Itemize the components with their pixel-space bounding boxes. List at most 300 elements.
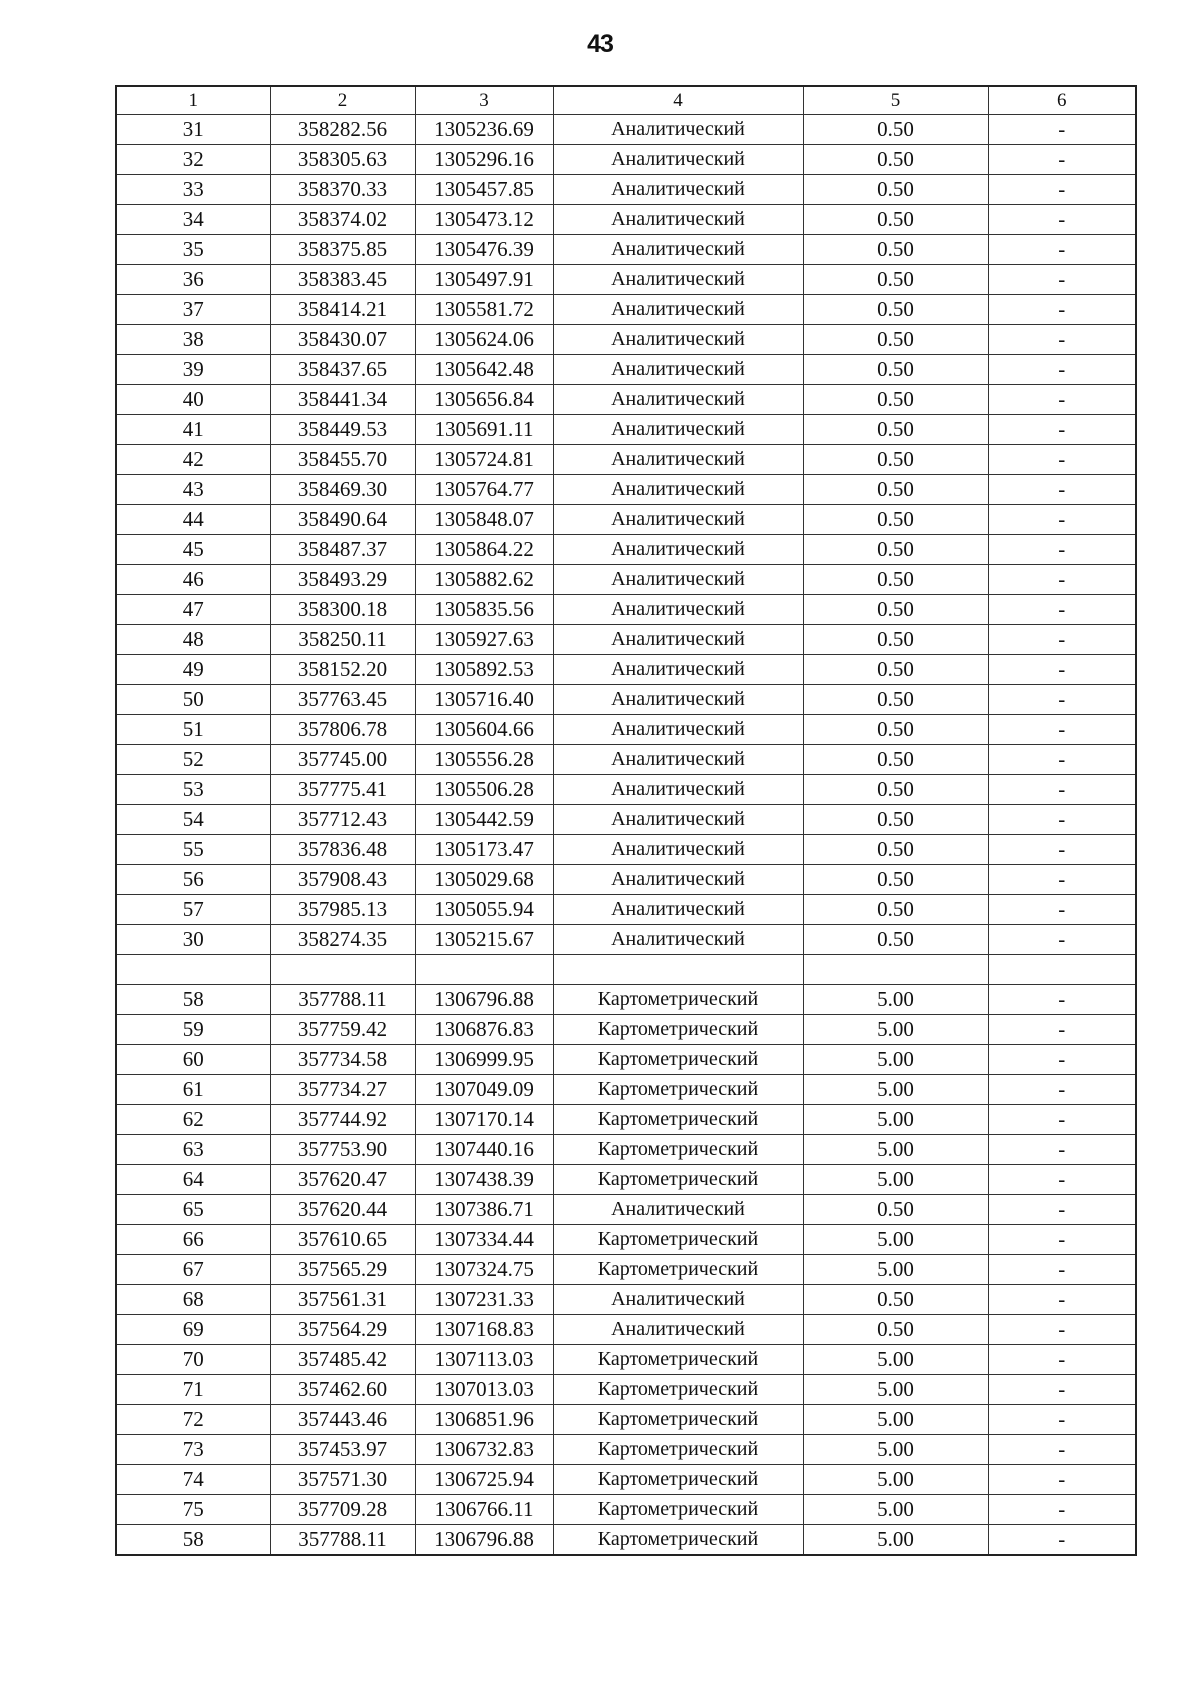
point-number-cell: 46 bbox=[116, 565, 270, 595]
accuracy-cell: 0.50 bbox=[803, 535, 988, 565]
table-row bbox=[116, 265, 1136, 295]
accuracy-cell: 5.00 bbox=[803, 1105, 988, 1135]
note-cell: - bbox=[988, 1195, 1136, 1225]
point-number-cell: 44 bbox=[116, 505, 270, 535]
x-coordinate-cell: 358370.33 bbox=[270, 175, 415, 205]
x-coordinate-cell: 357462.60 bbox=[270, 1375, 415, 1405]
note-cell: - bbox=[988, 895, 1136, 925]
accuracy-cell: 0.50 bbox=[803, 475, 988, 505]
accuracy-cell: 5.00 bbox=[803, 1375, 988, 1405]
table-row bbox=[116, 835, 1136, 865]
x-coordinate-cell: 358490.64 bbox=[270, 505, 415, 535]
table-row bbox=[116, 1165, 1136, 1195]
note-cell: - bbox=[988, 265, 1136, 295]
accuracy-cell: 0.50 bbox=[803, 295, 988, 325]
accuracy-cell: 0.50 bbox=[803, 745, 988, 775]
note-cell: - bbox=[988, 1255, 1136, 1285]
note-cell: - bbox=[988, 625, 1136, 655]
method-cell: Картометрический bbox=[553, 1495, 803, 1525]
accuracy-cell: 0.50 bbox=[803, 805, 988, 835]
note-cell: - bbox=[988, 505, 1136, 535]
point-number-cell: 51 bbox=[116, 715, 270, 745]
point-number-cell: 58 bbox=[116, 985, 270, 1015]
x-coordinate-cell: 357561.31 bbox=[270, 1285, 415, 1315]
table-row bbox=[116, 235, 1136, 265]
note-cell: - bbox=[988, 1075, 1136, 1105]
method-cell: Аналитический bbox=[553, 625, 803, 655]
note-cell: - bbox=[988, 355, 1136, 385]
y-coordinate-cell: 1307440.16 bbox=[415, 1135, 553, 1165]
note-cell: - bbox=[988, 295, 1136, 325]
point-number-cell: 47 bbox=[116, 595, 270, 625]
table-row bbox=[116, 625, 1136, 655]
table-row bbox=[116, 685, 1136, 715]
table-row bbox=[116, 715, 1136, 745]
note-cell: - bbox=[988, 865, 1136, 895]
x-coordinate-cell: 357620.47 bbox=[270, 1165, 415, 1195]
accuracy-cell: 5.00 bbox=[803, 1015, 988, 1045]
table-row bbox=[116, 385, 1136, 415]
point-number-cell: 30 bbox=[116, 925, 270, 955]
accuracy-cell: 0.50 bbox=[803, 865, 988, 895]
method-cell: Аналитический bbox=[553, 385, 803, 415]
accuracy-cell: 0.50 bbox=[803, 595, 988, 625]
table-row bbox=[116, 505, 1136, 535]
table-row bbox=[116, 415, 1136, 445]
empty-cell bbox=[415, 955, 553, 985]
accuracy-cell: 0.50 bbox=[803, 385, 988, 415]
point-number-cell: 68 bbox=[116, 1285, 270, 1315]
point-number-cell: 70 bbox=[116, 1345, 270, 1375]
method-cell: Аналитический bbox=[553, 835, 803, 865]
point-number-cell: 73 bbox=[116, 1435, 270, 1465]
y-coordinate-cell: 1306876.83 bbox=[415, 1015, 553, 1045]
method-cell: Картометрический bbox=[553, 1045, 803, 1075]
column-header: 2 bbox=[270, 86, 415, 115]
y-coordinate-cell: 1306766.11 bbox=[415, 1495, 553, 1525]
method-cell: Картометрический bbox=[553, 1255, 803, 1285]
accuracy-cell: 5.00 bbox=[803, 1135, 988, 1165]
y-coordinate-cell: 1305716.40 bbox=[415, 685, 553, 715]
table-row bbox=[116, 1435, 1136, 1465]
x-coordinate-cell: 357806.78 bbox=[270, 715, 415, 745]
method-cell: Картометрический bbox=[553, 1075, 803, 1105]
note-cell: - bbox=[988, 1525, 1136, 1556]
x-coordinate-cell: 357610.65 bbox=[270, 1225, 415, 1255]
table-row bbox=[116, 925, 1136, 955]
y-coordinate-cell: 1305864.22 bbox=[415, 535, 553, 565]
x-coordinate-cell: 357908.43 bbox=[270, 865, 415, 895]
note-cell: - bbox=[988, 1465, 1136, 1495]
point-number-cell: 42 bbox=[116, 445, 270, 475]
method-cell: Аналитический bbox=[553, 355, 803, 385]
accuracy-cell: 0.50 bbox=[803, 445, 988, 475]
note-cell: - bbox=[988, 595, 1136, 625]
table-row bbox=[116, 1315, 1136, 1345]
method-cell: Аналитический bbox=[553, 715, 803, 745]
table-row bbox=[116, 595, 1136, 625]
point-number-cell: 61 bbox=[116, 1075, 270, 1105]
column-header: 3 bbox=[415, 86, 553, 115]
column-header: 4 bbox=[553, 86, 803, 115]
table-body-block-1 bbox=[116, 115, 1136, 955]
table-row bbox=[116, 655, 1136, 685]
method-cell: Аналитический bbox=[553, 325, 803, 355]
y-coordinate-cell: 1307438.39 bbox=[415, 1165, 553, 1195]
x-coordinate-cell: 358441.34 bbox=[270, 385, 415, 415]
y-coordinate-cell: 1306851.96 bbox=[415, 1405, 553, 1435]
x-coordinate-cell: 358282.56 bbox=[270, 115, 415, 145]
accuracy-cell: 0.50 bbox=[803, 325, 988, 355]
x-coordinate-cell: 357453.97 bbox=[270, 1435, 415, 1465]
table-row bbox=[116, 1015, 1136, 1045]
y-coordinate-cell: 1305173.47 bbox=[415, 835, 553, 865]
point-number-cell: 60 bbox=[116, 1045, 270, 1075]
y-coordinate-cell: 1305581.72 bbox=[415, 295, 553, 325]
y-coordinate-cell: 1305506.28 bbox=[415, 775, 553, 805]
note-cell: - bbox=[988, 925, 1136, 955]
y-coordinate-cell: 1305848.07 bbox=[415, 505, 553, 535]
method-cell: Картометрический bbox=[553, 1165, 803, 1195]
y-coordinate-cell: 1307168.83 bbox=[415, 1315, 553, 1345]
column-header: 1 bbox=[116, 86, 270, 115]
note-cell: - bbox=[988, 325, 1136, 355]
table-row bbox=[116, 1195, 1136, 1225]
accuracy-cell: 5.00 bbox=[803, 1495, 988, 1525]
y-coordinate-cell: 1307013.03 bbox=[415, 1375, 553, 1405]
x-coordinate-cell: 358383.45 bbox=[270, 265, 415, 295]
method-cell: Аналитический bbox=[553, 415, 803, 445]
x-coordinate-cell: 358414.21 bbox=[270, 295, 415, 325]
method-cell: Аналитический bbox=[553, 115, 803, 145]
x-coordinate-cell: 358250.11 bbox=[270, 625, 415, 655]
method-cell: Аналитический bbox=[553, 925, 803, 955]
point-number-cell: 66 bbox=[116, 1225, 270, 1255]
accuracy-cell: 0.50 bbox=[803, 565, 988, 595]
method-cell: Аналитический bbox=[553, 295, 803, 325]
y-coordinate-cell: 1305236.69 bbox=[415, 115, 553, 145]
accuracy-cell: 5.00 bbox=[803, 1435, 988, 1465]
x-coordinate-cell: 357788.11 bbox=[270, 985, 415, 1015]
table-header-row bbox=[116, 86, 1136, 115]
y-coordinate-cell: 1306796.88 bbox=[415, 1525, 553, 1556]
note-cell: - bbox=[988, 1015, 1136, 1045]
point-number-cell: 64 bbox=[116, 1165, 270, 1195]
x-coordinate-cell: 357734.27 bbox=[270, 1075, 415, 1105]
note-cell: - bbox=[988, 1285, 1136, 1315]
accuracy-cell: 0.50 bbox=[803, 925, 988, 955]
y-coordinate-cell: 1305296.16 bbox=[415, 145, 553, 175]
accuracy-cell: 0.50 bbox=[803, 835, 988, 865]
y-coordinate-cell: 1305656.84 bbox=[415, 385, 553, 415]
point-number-cell: 40 bbox=[116, 385, 270, 415]
table-row bbox=[116, 1465, 1136, 1495]
table-row bbox=[116, 175, 1136, 205]
point-number-cell: 54 bbox=[116, 805, 270, 835]
table-row bbox=[116, 115, 1136, 145]
table-row bbox=[116, 1255, 1136, 1285]
point-number-cell: 35 bbox=[116, 235, 270, 265]
point-number-cell: 57 bbox=[116, 895, 270, 925]
accuracy-cell: 0.50 bbox=[803, 265, 988, 295]
accuracy-cell: 5.00 bbox=[803, 1405, 988, 1435]
y-coordinate-cell: 1306725.94 bbox=[415, 1465, 553, 1495]
method-cell: Аналитический bbox=[553, 565, 803, 595]
method-cell: Картометрический bbox=[553, 1225, 803, 1255]
method-cell: Аналитический bbox=[553, 505, 803, 535]
empty-cell bbox=[116, 955, 270, 985]
method-cell: Аналитический bbox=[553, 535, 803, 565]
x-coordinate-cell: 358455.70 bbox=[270, 445, 415, 475]
table-row bbox=[116, 1045, 1136, 1075]
y-coordinate-cell: 1307113.03 bbox=[415, 1345, 553, 1375]
note-cell: - bbox=[988, 415, 1136, 445]
note-cell: - bbox=[988, 1495, 1136, 1525]
y-coordinate-cell: 1305029.68 bbox=[415, 865, 553, 895]
point-number-cell: 53 bbox=[116, 775, 270, 805]
table-row bbox=[116, 355, 1136, 385]
x-coordinate-cell: 357565.29 bbox=[270, 1255, 415, 1285]
empty-cell bbox=[803, 955, 988, 985]
method-cell: Картометрический bbox=[553, 1465, 803, 1495]
accuracy-cell: 0.50 bbox=[803, 895, 988, 925]
method-cell: Аналитический bbox=[553, 145, 803, 175]
y-coordinate-cell: 1305882.62 bbox=[415, 565, 553, 595]
table-row bbox=[116, 745, 1136, 775]
table-row bbox=[116, 1495, 1136, 1525]
note-cell: - bbox=[988, 1405, 1136, 1435]
table-row bbox=[116, 985, 1136, 1015]
y-coordinate-cell: 1305497.91 bbox=[415, 265, 553, 295]
x-coordinate-cell: 357745.00 bbox=[270, 745, 415, 775]
y-coordinate-cell: 1305055.94 bbox=[415, 895, 553, 925]
y-coordinate-cell: 1307324.75 bbox=[415, 1255, 553, 1285]
page-number: 43 bbox=[587, 30, 613, 58]
table-row bbox=[116, 1405, 1136, 1435]
method-cell: Аналитический bbox=[553, 775, 803, 805]
method-cell: Картометрический bbox=[553, 1345, 803, 1375]
point-number-cell: 65 bbox=[116, 1195, 270, 1225]
point-number-cell: 34 bbox=[116, 205, 270, 235]
x-coordinate-cell: 358487.37 bbox=[270, 535, 415, 565]
accuracy-cell: 0.50 bbox=[803, 235, 988, 265]
accuracy-cell: 0.50 bbox=[803, 355, 988, 385]
accuracy-cell: 5.00 bbox=[803, 1345, 988, 1375]
accuracy-cell: 5.00 bbox=[803, 1075, 988, 1105]
y-coordinate-cell: 1305473.12 bbox=[415, 205, 553, 235]
note-cell: - bbox=[988, 235, 1136, 265]
note-cell: - bbox=[988, 655, 1136, 685]
accuracy-cell: 0.50 bbox=[803, 505, 988, 535]
y-coordinate-cell: 1305642.48 bbox=[415, 355, 553, 385]
y-coordinate-cell: 1305724.81 bbox=[415, 445, 553, 475]
y-coordinate-cell: 1305556.28 bbox=[415, 745, 553, 775]
y-coordinate-cell: 1306796.88 bbox=[415, 985, 553, 1015]
x-coordinate-cell: 357712.43 bbox=[270, 805, 415, 835]
y-coordinate-cell: 1307334.44 bbox=[415, 1225, 553, 1255]
accuracy-cell: 5.00 bbox=[803, 1465, 988, 1495]
table-row bbox=[116, 1375, 1136, 1405]
note-cell: - bbox=[988, 745, 1136, 775]
x-coordinate-cell: 357485.42 bbox=[270, 1345, 415, 1375]
table-row bbox=[116, 1105, 1136, 1135]
note-cell: - bbox=[988, 1435, 1136, 1465]
method-cell: Аналитический bbox=[553, 1195, 803, 1225]
point-number-cell: 62 bbox=[116, 1105, 270, 1135]
method-cell: Картометрический bbox=[553, 1135, 803, 1165]
empty-cell bbox=[553, 955, 803, 985]
x-coordinate-cell: 358437.65 bbox=[270, 355, 415, 385]
method-cell: Аналитический bbox=[553, 865, 803, 895]
x-coordinate-cell: 358300.18 bbox=[270, 595, 415, 625]
point-number-cell: 49 bbox=[116, 655, 270, 685]
x-coordinate-cell: 357763.45 bbox=[270, 685, 415, 715]
x-coordinate-cell: 358374.02 bbox=[270, 205, 415, 235]
coordinates-table bbox=[115, 85, 1137, 1556]
method-cell: Картометрический bbox=[553, 1435, 803, 1465]
x-coordinate-cell: 358375.85 bbox=[270, 235, 415, 265]
column-header: 6 bbox=[988, 86, 1136, 115]
point-number-cell: 58 bbox=[116, 1525, 270, 1556]
y-coordinate-cell: 1305892.53 bbox=[415, 655, 553, 685]
method-cell: Аналитический bbox=[553, 595, 803, 625]
point-number-cell: 59 bbox=[116, 1015, 270, 1045]
table-row bbox=[116, 445, 1136, 475]
table-row bbox=[116, 865, 1136, 895]
point-number-cell: 37 bbox=[116, 295, 270, 325]
point-number-cell: 32 bbox=[116, 145, 270, 175]
accuracy-cell: 0.50 bbox=[803, 415, 988, 445]
note-cell: - bbox=[988, 1045, 1136, 1075]
accuracy-cell: 0.50 bbox=[803, 145, 988, 175]
method-cell: Аналитический bbox=[553, 235, 803, 265]
accuracy-cell: 0.50 bbox=[803, 205, 988, 235]
note-cell: - bbox=[988, 385, 1136, 415]
method-cell: Картометрический bbox=[553, 985, 803, 1015]
accuracy-cell: 0.50 bbox=[803, 1195, 988, 1225]
accuracy-cell: 0.50 bbox=[803, 655, 988, 685]
method-cell: Аналитический bbox=[553, 805, 803, 835]
method-cell: Аналитический bbox=[553, 475, 803, 505]
table-row bbox=[116, 1345, 1136, 1375]
x-coordinate-cell: 358305.63 bbox=[270, 145, 415, 175]
x-coordinate-cell: 357564.29 bbox=[270, 1315, 415, 1345]
y-coordinate-cell: 1305457.85 bbox=[415, 175, 553, 205]
x-coordinate-cell: 357788.11 bbox=[270, 1525, 415, 1556]
method-cell: Аналитический bbox=[553, 175, 803, 205]
table-row bbox=[116, 535, 1136, 565]
point-number-cell: 45 bbox=[116, 535, 270, 565]
accuracy-cell: 0.50 bbox=[803, 175, 988, 205]
point-number-cell: 67 bbox=[116, 1255, 270, 1285]
note-cell: - bbox=[988, 685, 1136, 715]
table-row bbox=[116, 325, 1136, 355]
column-header: 5 bbox=[803, 86, 988, 115]
point-number-cell: 71 bbox=[116, 1375, 270, 1405]
accuracy-cell: 5.00 bbox=[803, 1045, 988, 1075]
method-cell: Аналитический bbox=[553, 655, 803, 685]
y-coordinate-cell: 1306732.83 bbox=[415, 1435, 553, 1465]
table-row bbox=[116, 1225, 1136, 1255]
method-cell: Картометрический bbox=[553, 1375, 803, 1405]
note-cell: - bbox=[988, 475, 1136, 505]
y-coordinate-cell: 1305476.39 bbox=[415, 235, 553, 265]
point-number-cell: 63 bbox=[116, 1135, 270, 1165]
y-coordinate-cell: 1305442.59 bbox=[415, 805, 553, 835]
table-row bbox=[116, 1285, 1136, 1315]
x-coordinate-cell: 357620.44 bbox=[270, 1195, 415, 1225]
note-cell: - bbox=[988, 175, 1136, 205]
accuracy-cell: 5.00 bbox=[803, 1225, 988, 1255]
accuracy-cell: 5.00 bbox=[803, 1525, 988, 1556]
note-cell: - bbox=[988, 1105, 1136, 1135]
point-number-cell: 31 bbox=[116, 115, 270, 145]
point-number-cell: 56 bbox=[116, 865, 270, 895]
accuracy-cell: 5.00 bbox=[803, 1165, 988, 1195]
point-number-cell: 41 bbox=[116, 415, 270, 445]
y-coordinate-cell: 1307049.09 bbox=[415, 1075, 553, 1105]
accuracy-cell: 0.50 bbox=[803, 1315, 988, 1345]
note-cell: - bbox=[988, 715, 1136, 745]
point-number-cell: 39 bbox=[116, 355, 270, 385]
note-cell: - bbox=[988, 1375, 1136, 1405]
table-row bbox=[116, 775, 1136, 805]
x-coordinate-cell: 357836.48 bbox=[270, 835, 415, 865]
table-separator bbox=[116, 955, 1136, 985]
table-row bbox=[116, 1525, 1136, 1556]
y-coordinate-cell: 1305604.66 bbox=[415, 715, 553, 745]
note-cell: - bbox=[988, 445, 1136, 475]
x-coordinate-cell: 357985.13 bbox=[270, 895, 415, 925]
y-coordinate-cell: 1307170.14 bbox=[415, 1105, 553, 1135]
note-cell: - bbox=[988, 1345, 1136, 1375]
note-cell: - bbox=[988, 535, 1136, 565]
accuracy-cell: 0.50 bbox=[803, 775, 988, 805]
y-coordinate-cell: 1305691.11 bbox=[415, 415, 553, 445]
note-cell: - bbox=[988, 805, 1136, 835]
table-row bbox=[116, 895, 1136, 925]
y-coordinate-cell: 1306999.95 bbox=[415, 1045, 553, 1075]
y-coordinate-cell: 1305927.63 bbox=[415, 625, 553, 655]
method-cell: Картометрический bbox=[553, 1105, 803, 1135]
method-cell: Аналитический bbox=[553, 1285, 803, 1315]
accuracy-cell: 5.00 bbox=[803, 1255, 988, 1285]
table-row bbox=[116, 565, 1136, 595]
accuracy-cell: 0.50 bbox=[803, 1285, 988, 1315]
accuracy-cell: 0.50 bbox=[803, 715, 988, 745]
y-coordinate-cell: 1305835.56 bbox=[415, 595, 553, 625]
point-number-cell: 52 bbox=[116, 745, 270, 775]
note-cell: - bbox=[988, 1315, 1136, 1345]
accuracy-cell: 0.50 bbox=[803, 115, 988, 145]
empty-cell bbox=[270, 955, 415, 985]
table-row bbox=[116, 205, 1136, 235]
x-coordinate-cell: 357744.92 bbox=[270, 1105, 415, 1135]
point-number-cell: 69 bbox=[116, 1315, 270, 1345]
method-cell: Аналитический bbox=[553, 685, 803, 715]
note-cell: - bbox=[988, 775, 1136, 805]
table-row bbox=[116, 805, 1136, 835]
point-number-cell: 38 bbox=[116, 325, 270, 355]
note-cell: - bbox=[988, 145, 1136, 175]
note-cell: - bbox=[988, 835, 1136, 865]
accuracy-cell: 0.50 bbox=[803, 685, 988, 715]
note-cell: - bbox=[988, 115, 1136, 145]
point-number-cell: 72 bbox=[116, 1405, 270, 1435]
x-coordinate-cell: 357759.42 bbox=[270, 1015, 415, 1045]
method-cell: Аналитический bbox=[553, 745, 803, 775]
y-coordinate-cell: 1305764.77 bbox=[415, 475, 553, 505]
